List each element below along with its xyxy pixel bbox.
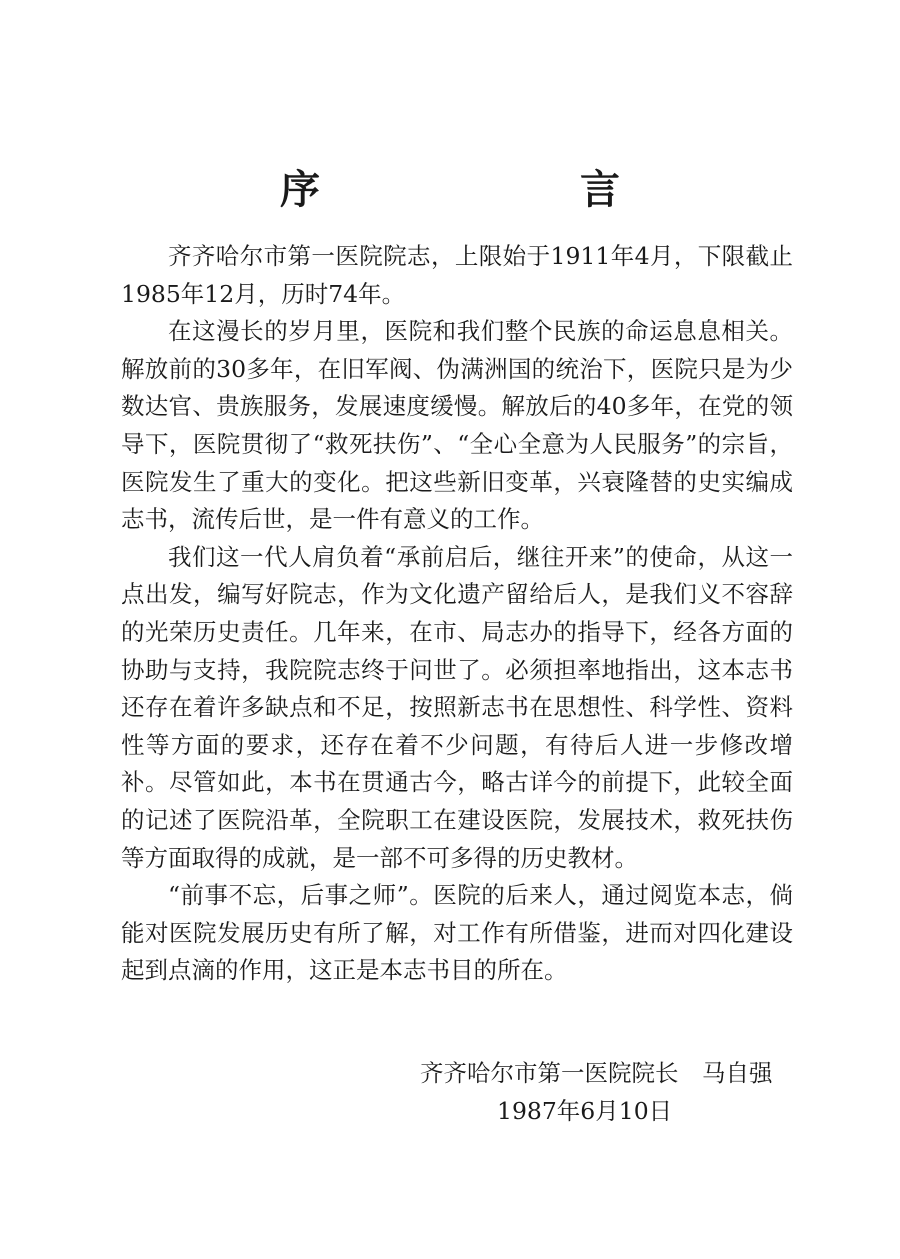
paragraph-2: 在这漫长的岁月里，医院和我们整个民族的命运息息相关。解放前的30多年，在旧军阀、伪满洲国的统治下，医院只是为少数达官、贵族服务，发展速度缓慢。解放后的40多年，在党的领导下，医院贯彻了“救死扶伤”、“全心全意为人民服务”的宗旨，医院发生了重大的变化。把这些新旧变革，兴衰隆替的史实编成志书，流传后世，是一件有意义的工作。 — [121, 317, 793, 534]
paragraph-1: 齐齐哈尔市第一医院院志，上限始于1911年4月，下限截止1985年12月，历时74年。 — [121, 242, 793, 308]
document-title: 序 言 — [280, 166, 730, 213]
preface-body — [121, 238, 793, 990]
signature-text: 齐齐哈尔市第一医院院长 马自强 — [420, 1059, 773, 1087]
date-text: 1987年6月10日 — [497, 1097, 673, 1125]
paragraph-4: “前事不忘，后事之师”。医院的后来人，通过阅览本志，倘能对医院发展历史有所了解，对工作有所借鉴，进而对四化建设起到点滴的作用，这正是本志书目的所在。 — [121, 881, 793, 985]
paragraph-3: 我们这一代人肩负着“承前启后，继往开来”的使命，从这一点出发，编写好院志，作为文化遗产留给后人，是我们义不容辞的光荣历史责任。几年来，在市、局志办的指导下，经各方面的协助与支持，我院院志终于问世了。必须担率地指出，这本志书还存在着许多缺点和不足，按照新志书在思想性、科学性、资料性等方面的要求，还存在着不少问题，有待后人进一步修改增补。尽管如此，本书在贯通古今，略古详今的前提下，此较全面的记述了医院沿革，全院职工在建设医院，发展技术，救死扶伤等方面取得的成就，是一部不可多得的历史教材。 — [121, 542, 793, 872]
